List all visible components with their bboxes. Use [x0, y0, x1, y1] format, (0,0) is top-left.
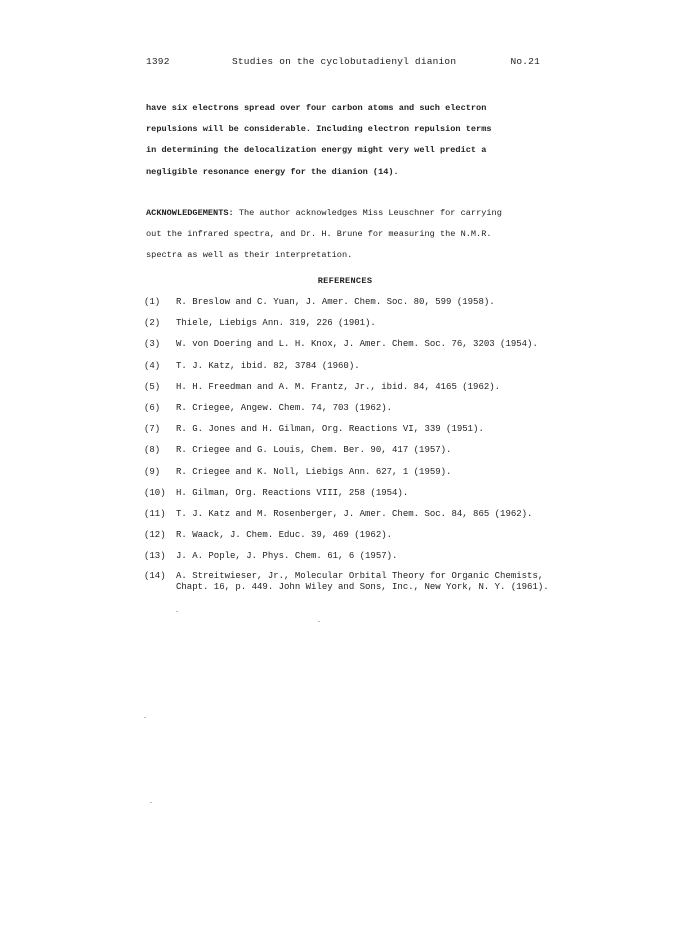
reference-number: (1)	[144, 297, 161, 307]
acknowledgements	[146, 203, 536, 267]
reference-number: (10)	[144, 487, 166, 498]
body-line: repulsions will be considerable. Including electron repulsion terms	[146, 124, 492, 135]
references-heading	[0, 276, 680, 286]
scan-speck	[318, 621, 320, 622]
reference-number: (4)	[144, 360, 161, 371]
reference-item	[144, 487, 544, 508]
reference-item	[144, 444, 544, 465]
reference-item	[144, 338, 544, 359]
body-line: have six electrons spread over four carbon atoms and such electron	[146, 103, 487, 113]
reference-item	[144, 466, 544, 487]
reference-text: T. J. Katz and M. Rosenberger, J. Amer. Chem. Soc. 84, 865 (1962).	[176, 508, 533, 519]
reference-text: R. Waack, J. Chem. Educ. 39, 469 (1962).	[176, 530, 393, 541]
reference-item	[144, 423, 544, 444]
ack-line: out the infrared spectra, and Dr. H. Brune for measuring the N.M.R.	[146, 229, 492, 240]
running-title: Studies on the cyclobutadienyl dianion	[232, 56, 457, 67]
reference-item	[144, 381, 544, 402]
reference-number: (6)	[144, 402, 161, 413]
reference-number: (8)	[144, 445, 161, 456]
reference-text: R. Criegee, Angew. Chem. 74, 703 (1962).	[176, 402, 393, 413]
reference-number: (12)	[144, 530, 166, 541]
reference-item	[144, 529, 544, 550]
reference-item	[144, 508, 544, 529]
reference-item	[144, 571, 549, 601]
reference-number: (7)	[144, 424, 161, 435]
reference-item	[144, 317, 544, 338]
ack-line: spectra as well as their interpretation.	[146, 250, 353, 261]
reference-text: R. Criegee and G. Louis, Chem. Ber. 90, 417 (1957).	[176, 445, 452, 456]
scan-speck	[176, 611, 178, 612]
body-line: in determining the delocalization energy might very well predict a	[146, 145, 487, 156]
reference-number: (13)	[144, 551, 166, 562]
reference-text: Thiele, Liebigs Ann. 319, 226 (1901).	[176, 318, 376, 329]
reference-number: (2)	[144, 318, 161, 329]
reference-text: J. A. Pople, J. Phys. Chem. 61, 6 (1957).	[176, 551, 398, 562]
scan-speck	[144, 717, 146, 718]
reference-text: R. Criegee and K. Noll, Liebigs Ann. 627, 1 (1959).	[176, 466, 452, 477]
reference-text: R. G. Jones and H. Gilman, Org. Reactions VI, 339 (1951).	[176, 424, 484, 435]
reference-text: T. J. Katz, ibid. 82, 3784 (1960).	[176, 360, 360, 371]
references-list	[144, 296, 549, 601]
references-heading-text: REFERENCES	[317, 276, 373, 286]
acknowledgements-label: ACKNOWLEDGEMENTS:	[146, 208, 234, 218]
reference-text: H. H. Freedman and A. M. Frantz, Jr., ibid. 84, 4165 (1962).	[176, 381, 501, 392]
reference-number: (14)	[144, 571, 166, 582]
reference-item	[144, 550, 544, 571]
reference-text: W. von Doering and L. H. Knox, J. Amer. Chem. Soc. 76, 3203 (1954).	[176, 339, 538, 350]
reference-number: (9)	[144, 466, 161, 477]
page-number: 1392	[146, 56, 170, 67]
reference-text-continued: Chapt. 16, p. 449. John Wiley and Sons, Inc., New York, N. Y. (1961).	[176, 582, 549, 593]
body-paragraph	[146, 98, 536, 183]
reference-number: (11)	[144, 508, 166, 519]
reference-number: (5)	[144, 381, 161, 392]
reference-text: H. Gilman, Org. Reactions VIII, 258 (1954).	[176, 487, 409, 498]
reference-number: (3)	[144, 339, 161, 350]
reference-item	[144, 296, 544, 317]
reference-text: A. Streitwieser, Jr., Molecular Orbital Theory for Organic Chemists,	[176, 571, 544, 582]
reference-item	[144, 360, 544, 381]
scan-speck	[150, 802, 152, 803]
reference-item	[144, 402, 544, 423]
ack-line: The author acknowledges Miss Leuschner for carrying	[238, 208, 502, 218]
reference-text: R. Breslow and C. Yuan, J. Amer. Chem. Soc. 80, 599 (1958).	[176, 297, 495, 307]
issue-number: No.21	[510, 56, 540, 67]
body-line: negligible resonance energy for the dianion (14).	[146, 166, 399, 177]
